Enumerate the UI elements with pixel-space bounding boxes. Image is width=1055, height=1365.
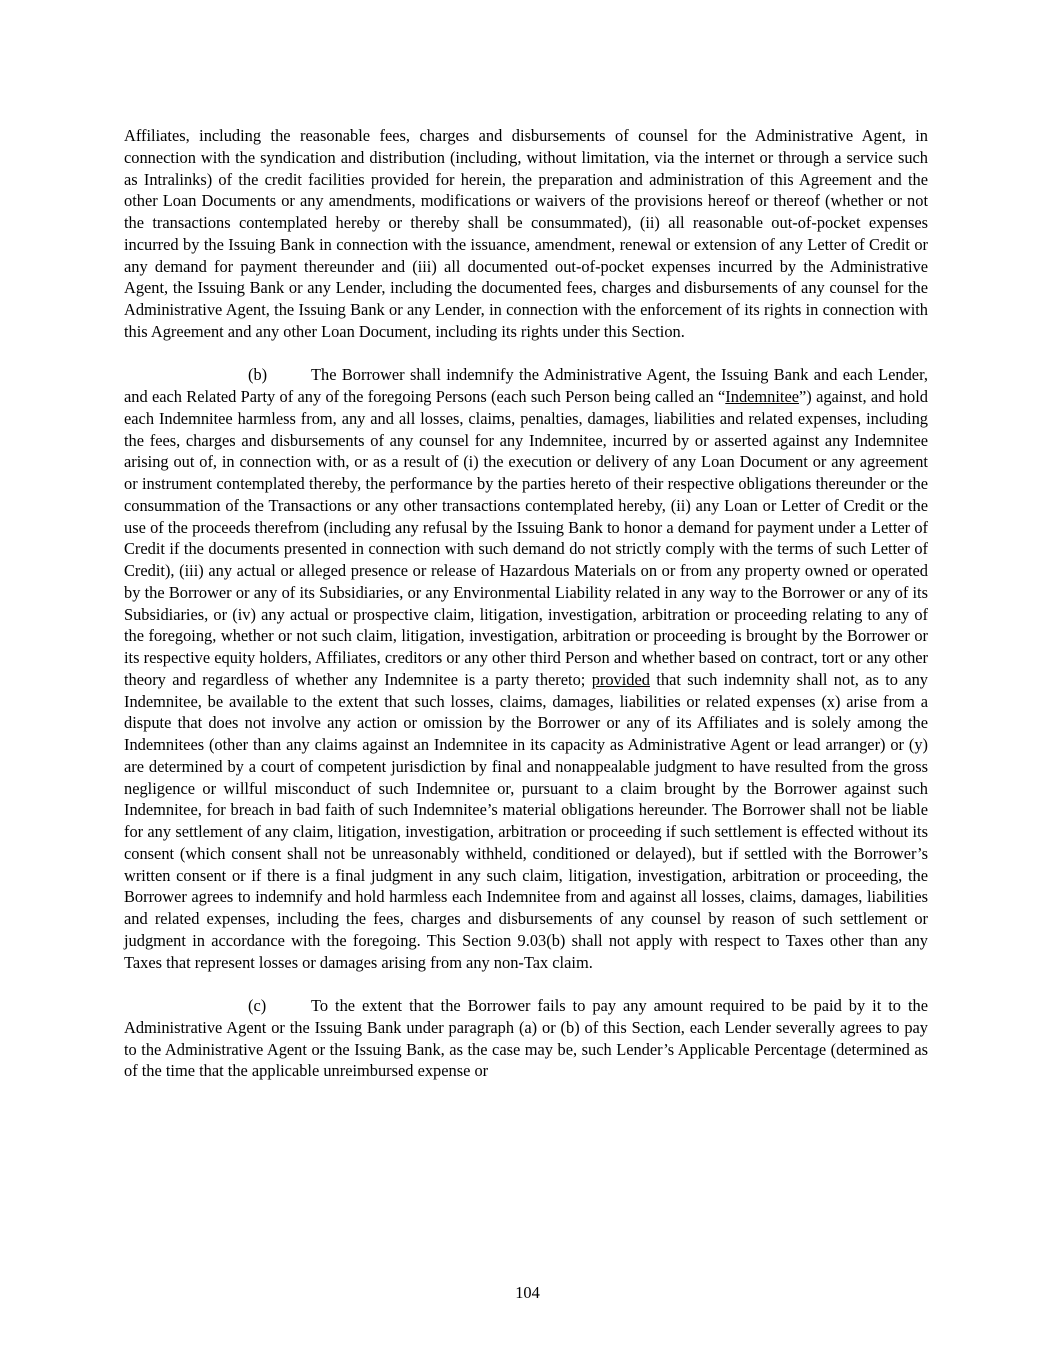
paragraph-c-text: To the extent that the Borrower fails to pay any amount required to be paid by it to the Administrative Agent or the Issuing Bank under paragraph (a) or (b) of this Section, each Lender severally agrees to pay to the Administrative Agent or the Issuing Bank, as the case may be, such Lender’s Applicable Percentage (determined as of the time that the applicable unreimbursed expense or bbox=[124, 996, 928, 1081]
paragraph-b-text-2: ”) against, and hold each Indemnitee harmless from, any and all losses, claims, penalties, damages, liabilities and related expenses, including the fees, charges and disbursements of any counsel for any Indemnitee, incurred by or asserted against any Indemnitee arising out of, in connection with, or as a result of (i) the execution or delivery of any Loan Document or any agreement or instrument contemplated thereby, the performance by the parties hereto of their respective obligations thereunder or the consummation of the Transactions or any other transactions contemplated hereby, (ii) any Loan or Letter of Credit or the use of the proceeds therefrom (including any refusal by the Issuing Bank to honor a demand for payment under a Letter of Credit if the documents presented in connection with such demand do not strictly comply with the terms of such Letter of Credit), (iii) any actual or alleged presence or release of Hazardous Materials on or from any property owned or operated by the Borrower or any of its Subsidiaries, or any Environmental Liability related in any way to the Borrower or any of its Subsidiaries, or (iv) any actual or prospective claim, litigation, investigation, arbitration or proceeding relating to any of the foregoing, whether or not such claim, litigation, investigation, arbitration or proceeding is brought by the Borrower or its respective equity holders, Affiliates, creditors or any other third Person and whether based on contract, tort or any other theory and regardless of whether any Indemnitee is a party thereto; bbox=[124, 387, 928, 689]
paragraph-c bbox=[124, 995, 928, 1082]
proviso-term: provided bbox=[591, 669, 650, 689]
page-number: 104 bbox=[515, 1283, 540, 1302]
paragraph-b-text-3: that such indemnity shall not, as to any Indemnitee, be available to the extent that such losses, claims, damages, liabilities or related expenses (x) arise from a dispute that does not involve any action or omission by the Borrower or any of its Affiliates and is solely among the Indemnitees (other than any claims against an Indemnitee in its capacity as Administrative Agent or lead arranger) or (y) are determined by a court of competent jurisdiction by final and nonappealable judgment to have resulted from the gross negligence or willful misconduct of such Indemnitee or, pursuant to a claim brought by the Borrower against such Indemnitee, for breach in bad faith of such Indemnitee’s material obligations hereunder. The Borrower shall not be liable for any settlement of any claim, litigation, investigation, arbitration or proceeding if such settlement is effected without its consent (which consent shall not be unreasonably withheld, conditioned or delayed), but if settled with the Borrower’s written consent or if there is a final judgment in any such claim, litigation, investigation, arbitration or proceeding, the Borrower agrees to indemnify and hold harmless each Indemnitee from and against all losses, claims, damages, liabilities and related expenses, including the fees, charges and disbursements of any counsel by reason of such settlement or judgment in accordance with the foregoing. This Section 9.03(b) shall not apply with respect to Taxes other than any Taxes that represent losses or damages arising from any non-Tax claim. bbox=[124, 669, 928, 972]
defined-term-indemnitee: Indemnitee bbox=[725, 387, 800, 406]
paragraph-a-continuation: Affiliates, including the reasonable fees, charges and disbursements of counsel for the Administrative Agent, in connection with the syndication and distribution (including, without limitation, via the internet or through a service such as Intralinks) of the credit facilities provided for herein, the preparation and administration of this Agreement and the other Loan Documents or any amendments, modifications or waivers of the provisions hereof or thereof (whether or not the transactions contemplated hereby or thereby shall be consummated), (ii) all reasonable out-of-pocket expenses incurred by the Issuing Bank in connection with the issuance, amendment, renewal or extension of any Letter of Credit or any demand for payment thereunder and (iii) all documented out-of-pocket expenses incurred by the Administrative Agent, the Issuing Bank or any Lender, including the documented fees, charges and disbursements of any counsel for the Administrative Agent, the Issuing Bank or any Lender, in connection with the enforcement of its rights in connection with this Agreement and any other Loan Document, including its rights under this Section. bbox=[124, 126, 928, 341]
document-page bbox=[124, 125, 928, 1082]
paragraph-c-marker: (c) bbox=[248, 996, 267, 1015]
paragraph-b-text-1: The Borrower shall indemnify the Administrative Agent, the Issuing Bank and each Lender, and each Related Party of any of the foregoing Persons (each such Person being called an “ bbox=[124, 365, 928, 406]
paragraph-b-marker: (b) bbox=[248, 365, 268, 385]
paragraph-b bbox=[124, 364, 928, 973]
